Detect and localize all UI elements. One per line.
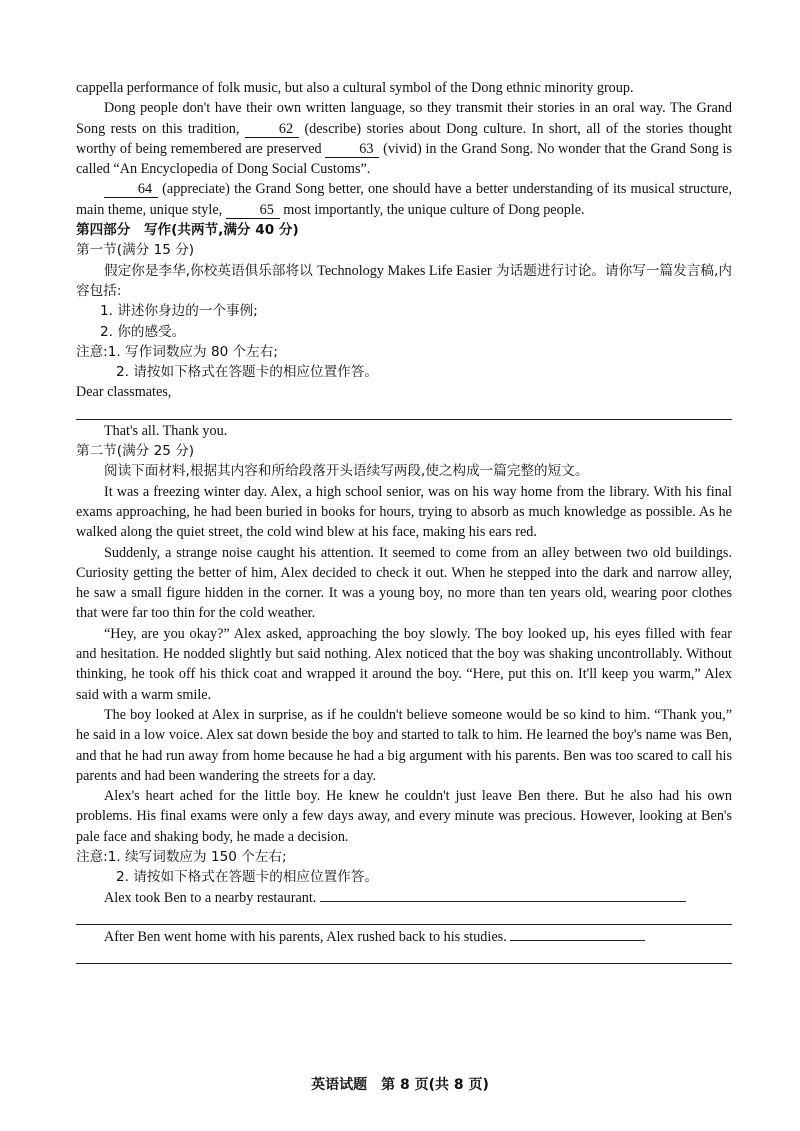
section1-prompt	[76, 261, 732, 302]
answer-line	[76, 963, 732, 964]
continuation-start-2	[76, 927, 732, 947]
passage-paragraph	[76, 179, 732, 220]
passage-text: (describe) stories about Dong culture. In short, all of the stories thought worthy of being remembered are preserved	[76, 120, 733, 157]
note-1: 注意:1. 续写词数应为 150 个左右;	[76, 848, 287, 865]
section2-title: 第二节(满分 25 分)	[76, 443, 195, 460]
answer-line	[320, 889, 686, 902]
note-1: 注意:1. 写作词数应为 80 个左右;	[76, 343, 278, 360]
passage-paragraph	[76, 98, 732, 179]
story-paragraph: Suddenly, a strange noise caught his attention. It seemed to come from an alley between two old buildings. Curiosity getting the better of him, Alex decided to check it out. When he stepped into the dark and narrow alley, he saw a small figure hidden in the corner. It was a young boy, no more than ten years old, wearing poor clothes that were far too thin for the cold weather.	[76, 544, 732, 622]
answer-line	[510, 928, 645, 941]
content-item-1: 1. 讲述你身边的一个事例;	[100, 303, 258, 320]
passage-text: most importantly, the unique culture of Dong people.	[283, 201, 585, 218]
start-text: After Ben went home with his parents, Alex rushed back to his studies.	[104, 928, 507, 945]
part4-title: 第四部分 写作(共两节,满分 40 分)	[76, 222, 299, 239]
answer-line	[76, 419, 732, 420]
prompt-text: 为话题进行讨论。请你写一篇发言稿,内容包括:	[76, 262, 732, 299]
greeting: Dear classmates,	[76, 384, 172, 401]
passage-text: (appreciate) the Grand Song better, one should have a better understanding of its musical structure, main theme, unique style,	[76, 181, 733, 218]
passage-text: (vivid) in the Grand Song. No wonder that the Grand Song is called “An Encyclopedia of Dong Social Customs”.	[76, 140, 733, 178]
story-paragraph: Alex's heart ached for the little boy. He knew he couldn't just leave Ben there. But he also had his own problems. His final exams were only a few days away, and every minute was precious. However, looking at Ben's pale face and shaking body, he made a decision.	[76, 788, 732, 845]
note-2: 2. 请按如下格式在答题卡的相应位置作答。	[116, 869, 378, 886]
section2-instruction: 阅读下面材料,根据其内容和所给段落开头语续写两段,使之构成一篇完整的短文。	[104, 463, 589, 480]
story-paragraph: “Hey, are you okay?” Alex asked, approaching the boy slowly. The boy looked up, his eyes filled with fear and hesitation. He nodded slightly but said nothing. Alex noticed that the boy was shaking uncontrollably. Without thinking, he took off his thick coat and wrapped it around the boy. “Here, put this on. It'll keep you warm,” Alex said with a warm smile.	[76, 625, 732, 703]
exam-page	[76, 78, 732, 964]
blank-64: 64	[104, 181, 158, 198]
topic-text: Technology Makes Life Easier	[317, 262, 492, 279]
prompt-text: 假定你是李华,你校英语俱乐部将以	[104, 262, 313, 279]
page-footer: 英语试题 第 8 页(共 8 页)	[311, 1077, 489, 1093]
blank-65: 65	[226, 202, 280, 219]
content-item-2: 2. 你的感受。	[100, 323, 186, 340]
blank-62: 62	[245, 121, 299, 138]
start-text: Alex took Ben to a nearby restaurant.	[104, 889, 317, 906]
note-2: 2. 请按如下格式在答题卡的相应位置作答。	[116, 364, 378, 381]
blank-63: 63	[325, 141, 379, 158]
closing: That's all. Thank you.	[104, 422, 228, 439]
story-paragraph: The boy looked at Alex in surprise, as if he couldn't believe someone would be so kind to him. “Thank you,” he said in a low voice. Alex sat down beside the boy and started to talk to him. He learned the boy's name was Ben, and that he had run away from home because he had a big argument with his parents. Ben was too scared to call his parents and had been wandering the streets for a day.	[76, 706, 732, 784]
passage-line: cappella performance of folk music, but also a cultural symbol of the Dong ethnic minority group.	[76, 80, 634, 96]
continuation-start-1	[76, 888, 732, 908]
answer-line	[76, 924, 732, 925]
story-paragraph: It was a freezing winter day. Alex, a high school senior, was on his way home from the library. With his final exams approaching, he had been buried in books for hours, trying to absorb as much knowledge as possible. As he walked along the quiet street, the cold wind blew at his face, making his ears red.	[76, 483, 732, 541]
section1-title: 第一节(满分 15 分)	[76, 242, 195, 259]
passage-text: Dong people don't have their own written language, so they transmit their stories in an oral way. The Grand Song rests on this tradition,	[76, 100, 732, 137]
